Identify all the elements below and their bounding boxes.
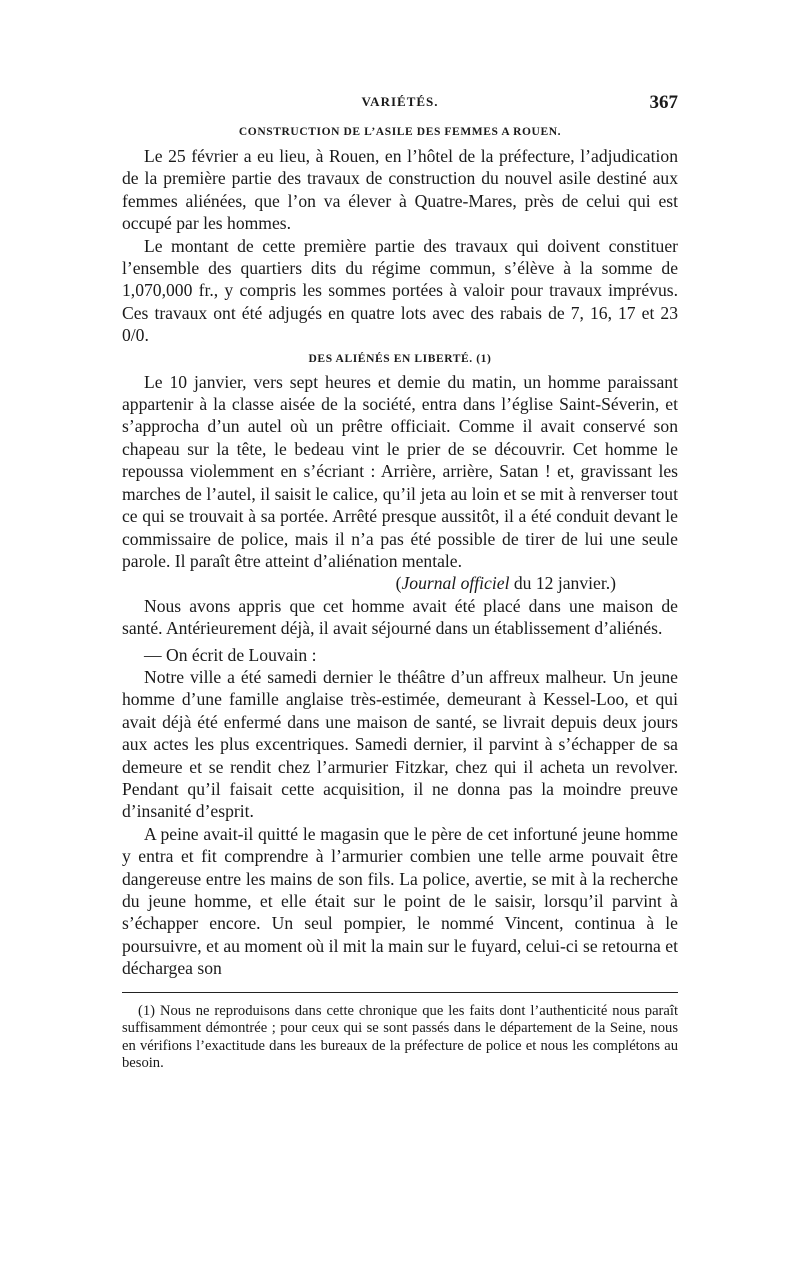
section-title-asile: CONSTRUCTION DE L’ASILE DES FEMMES A ROUEN. <box>238 126 562 138</box>
paragraph: Notre ville a été samedi dernier le théâtre d’un affreux malheur. Un jeune homme d’une famille anglaise très-estimée, demeurant à Kessel-Loo, et qui avait déjà été enfermé dans une maison de santé, se livrait depuis deux jours aux actes les plus excentriques. Samedi dernier, il parvint à s’échapper de sa demeure et se rendit chez l’armurier Fitzkar, chez qui il acheta un revolver. Pendant qu’il faisait cette acquisition, il ne donna pas la moindre preuve d’insanité d’esprit. <box>122 666 678 822</box>
paragraph: Nous avons appris que cet homme avait été placé dans une maison de santé. Antérieurement déjà, il avait séjourné dans un établissement d’aliénés. <box>122 595 678 639</box>
page-header <box>122 92 678 122</box>
citation-journal: Journal officiel <box>401 573 510 594</box>
paragraph: Le montant de cette première partie des travaux qui doivent constituer l’ensemble des quartiers dits du régime commun, s’élève à la somme de 1,070,000 fr., y compris les sommes portées à valoir pour travaux imprévus. Ces travaux ont été adjugés en quatre lots avec des rabais de 7, 16, 17 et 23 0/0. <box>122 235 678 346</box>
citation-date: du 12 janvier.) <box>509 573 616 594</box>
footnote: (1) Nous ne reproduisons dans cette chronique que les faits dont l’authenticité nous paraît suffisamment démontrée ; pour ceux qui se sont passés dans le département de la Seine, nous en vérifions l’exactitude dans les bureaux de la préfecture de police et nous les complétons au besoin. <box>122 1002 678 1072</box>
book-page <box>122 92 678 1073</box>
paragraph: Le 25 février a eu lieu, à Rouen, en l’hôtel de la préfecture, l’adjudication de la première partie des travaux de construction du nouvel asile destiné aux femmes aliénées, que l’on va élever à Quatre-Mares, près de celui qui est occupé par les hommes. <box>122 146 678 234</box>
footnote-divider <box>122 992 678 993</box>
paragraph: — On écrit de Louvain : <box>144 644 317 665</box>
section-title-alienes: DES ALIÉNÉS EN LIBERTÉ. (1) <box>308 352 492 365</box>
page-number: 367 <box>649 92 678 113</box>
citation-open: ( <box>395 573 402 594</box>
paragraph: Le 10 janvier, vers sept heures et demie du matin, un homme paraissant appartenir à la classe aisée de la société, entra dans l’église Saint-Séverin, et s’approcha d’un autel où un prêtre officiait. Comme il avait conservé son chapeau sur la tête, le bedeau vint le prier de se découvrir. Cet homme le repoussa violemment en s’écriant : Arrière, arrière, Satan ! et, gravissant les marches de l’autel, il saisit le calice, qu’il jeta au loin et se mit à renverser tout ce qui se trouvait à sa portée. Arrêté presque aussitôt, il a été conduit devant le commissaire de police, mais il n’a pas été possible de tirer de lui une seule parole. Il paraît être atteint d’aliénation mentale. <box>122 371 678 571</box>
citation <box>122 572 678 594</box>
paragraph: A peine avait-il quitté le magasin que le père de cet infortuné jeune homme y entra et fit comprendre à l’armurier combien une telle arme pouvait être dangereuse entre les mains de son fils. La police, avertie, se mit à la recherche du jeune homme, et elle était sur le point de le saisir, lorsqu’il parvint à s’échapper encore. Un seul pompier, le nommé Vincent, continua à le poursuivre, et au moment où il mit la main sur le fuyard, celui-ci se retourna et déchargea son <box>122 823 678 979</box>
running-head: VARIÉTÉS. <box>361 94 439 109</box>
